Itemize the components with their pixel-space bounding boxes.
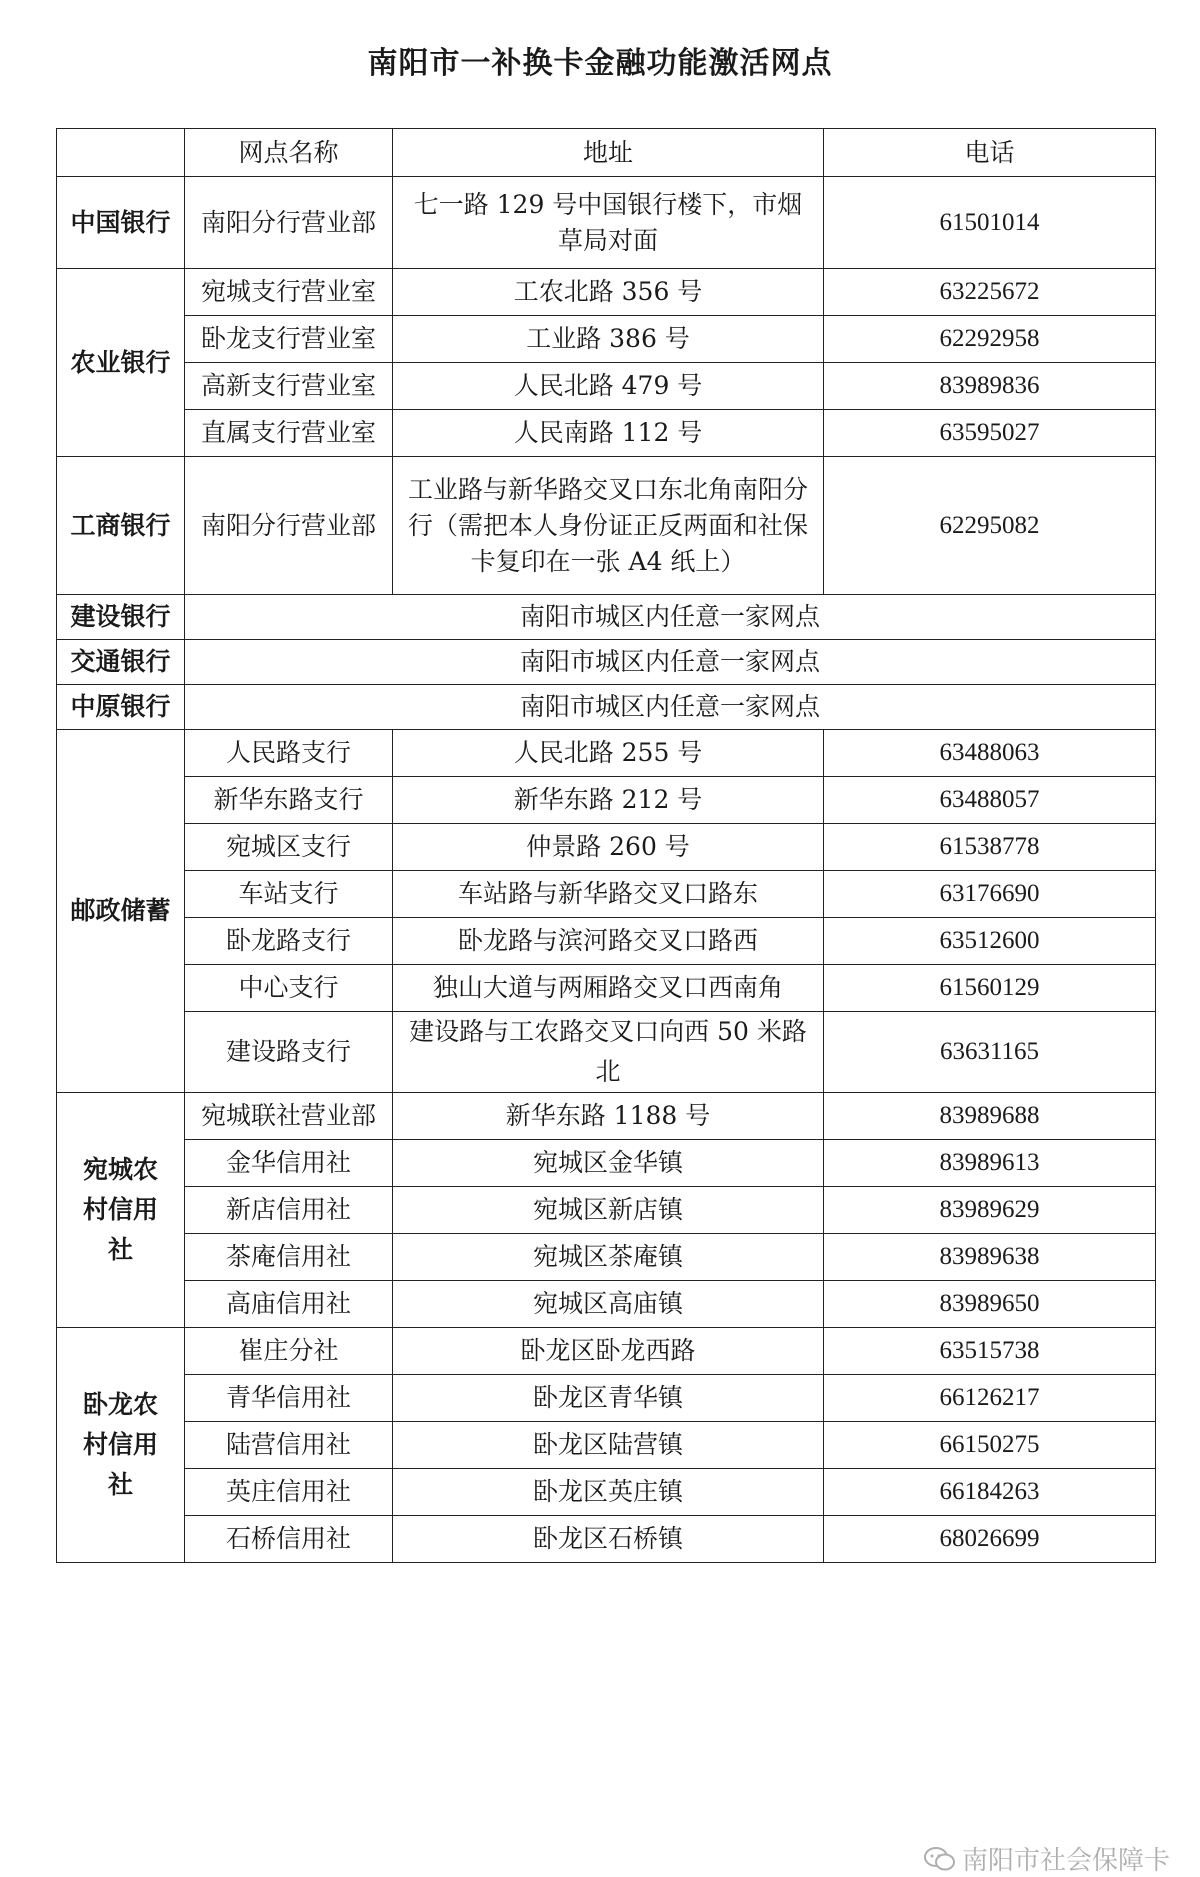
bank-name: 中原银行	[57, 685, 185, 730]
branch-address: 人民南路 112 号	[393, 410, 824, 457]
wechat-icon	[924, 1847, 956, 1871]
branch-address: 工业路 386 号	[393, 316, 824, 363]
bank-name: 交通银行	[57, 640, 185, 685]
branch-phone: 63595027	[824, 410, 1156, 457]
branch-address: 卧龙区石桥镇	[393, 1516, 824, 1563]
table-row	[57, 1012, 1156, 1093]
table-row	[57, 363, 1156, 410]
branch-phone: 66184263	[824, 1469, 1156, 1516]
branch-name: 英庄信用社	[185, 1469, 393, 1516]
table-row	[57, 824, 1156, 871]
table-row	[57, 1328, 1156, 1375]
watermark	[924, 1840, 1170, 1877]
table-row	[57, 457, 1156, 595]
table-row	[57, 965, 1156, 1012]
branch-address: 仲景路 260 号	[393, 824, 824, 871]
branch-name: 茶庵信用社	[185, 1234, 393, 1281]
branch-phone: 62295082	[824, 457, 1156, 595]
branch-phone: 61538778	[824, 824, 1156, 871]
header-phone: 电话	[824, 129, 1156, 177]
branch-name: 宛城支行营业室	[185, 269, 393, 316]
table-body	[57, 177, 1156, 1563]
branch-phone: 63225672	[824, 269, 1156, 316]
branch-address: 宛城区高庙镇	[393, 1281, 824, 1328]
branch-address: 车站路与新华路交叉口路东	[393, 871, 824, 918]
branch-phone: 83989688	[824, 1093, 1156, 1140]
branch-address: 新华东路 212 号	[393, 777, 824, 824]
branch-name: 高庙信用社	[185, 1281, 393, 1328]
table-row	[57, 1516, 1156, 1563]
branch-name: 石桥信用社	[185, 1516, 393, 1563]
table-row	[57, 685, 1156, 730]
table-row	[57, 1469, 1156, 1516]
branch-name: 直属支行营业室	[185, 410, 393, 457]
branch-name: 建设路支行	[185, 1012, 393, 1093]
header-branch-name: 网点名称	[185, 129, 393, 177]
branch-name: 新店信用社	[185, 1187, 393, 1234]
table-row	[57, 640, 1156, 685]
branch-phone: 83989613	[824, 1140, 1156, 1187]
branch-name: 陆营信用社	[185, 1422, 393, 1469]
table-row	[57, 730, 1156, 777]
branch-name: 车站支行	[185, 871, 393, 918]
branch-phone: 61501014	[824, 177, 1156, 269]
branch-address: 七一路 129 号中国银行楼下，市烟草局对面	[393, 177, 824, 269]
branch-address: 卧龙路与滨河路交叉口路西	[393, 918, 824, 965]
branch-name: 宛城联社营业部	[185, 1093, 393, 1140]
bank-name: 邮政储蓄	[57, 730, 185, 1093]
branch-phone: 63488063	[824, 730, 1156, 777]
branch-address: 独山大道与两厢路交叉口西南角	[393, 965, 824, 1012]
branch-phone: 63631165	[824, 1012, 1156, 1093]
branch-phone: 83989836	[824, 363, 1156, 410]
branch-table	[56, 128, 1156, 1563]
branch-phone: 63488057	[824, 777, 1156, 824]
table-row	[57, 1234, 1156, 1281]
branch-name: 宛城区支行	[185, 824, 393, 871]
table-row	[57, 777, 1156, 824]
table-header-row	[57, 129, 1156, 177]
table-row	[57, 1093, 1156, 1140]
branch-address: 卧龙区英庄镇	[393, 1469, 824, 1516]
branch-phone: 66126217	[824, 1375, 1156, 1422]
header-bank	[57, 129, 185, 177]
table-row	[57, 1187, 1156, 1234]
branch-name: 崔庄分社	[185, 1328, 393, 1375]
table-row	[57, 918, 1156, 965]
table-row	[57, 1422, 1156, 1469]
table-row	[57, 1140, 1156, 1187]
table-row	[57, 410, 1156, 457]
branch-phone: 63512600	[824, 918, 1156, 965]
bank-name: 工商银行	[57, 457, 185, 595]
branch-address: 人民北路 479 号	[393, 363, 824, 410]
branch-name: 中心支行	[185, 965, 393, 1012]
branch-phone: 66150275	[824, 1422, 1156, 1469]
branch-address: 人民北路 255 号	[393, 730, 824, 777]
table-row	[57, 1281, 1156, 1328]
branch-phone: 61560129	[824, 965, 1156, 1012]
branch-address: 建设路与工农路交叉口向西 50 米路北	[393, 1012, 824, 1093]
branch-note: 南阳市城区内任意一家网点	[185, 595, 1156, 640]
branch-name: 人民路支行	[185, 730, 393, 777]
branch-address: 新华东路 1188 号	[393, 1093, 824, 1140]
bank-name: 卧龙农村信用社	[57, 1328, 185, 1563]
branch-phone: 83989650	[824, 1281, 1156, 1328]
table-row	[57, 1375, 1156, 1422]
branch-name: 青华信用社	[185, 1375, 393, 1422]
table-row	[57, 871, 1156, 918]
table-row	[57, 316, 1156, 363]
table-row	[57, 269, 1156, 316]
watermark-text: 南阳市社会保障卡	[961, 1846, 1170, 1876]
branch-name: 卧龙支行营业室	[185, 316, 393, 363]
branch-phone: 62292958	[824, 316, 1156, 363]
branch-address: 宛城区金华镇	[393, 1140, 824, 1187]
branch-address: 卧龙区陆营镇	[393, 1422, 824, 1469]
branch-name: 金华信用社	[185, 1140, 393, 1187]
branch-address: 卧龙区青华镇	[393, 1375, 824, 1422]
branch-address: 宛城区新店镇	[393, 1187, 824, 1234]
header-address: 地址	[393, 129, 824, 177]
branch-address: 工农北路 356 号	[393, 269, 824, 316]
bank-name: 农业银行	[57, 269, 185, 457]
branch-phone: 63176690	[824, 871, 1156, 918]
bank-name: 宛城农村信用社	[57, 1093, 185, 1328]
branch-address: 卧龙区卧龙西路	[393, 1328, 824, 1375]
branch-phone: 83989638	[824, 1234, 1156, 1281]
bank-name: 中国银行	[57, 177, 185, 269]
branch-address: 工业路与新华路交叉口东北角南阳分行（需把本人身份证正反两面和社保卡复印在一张 A4 纸上）	[393, 457, 824, 595]
branch-name: 卧龙路支行	[185, 918, 393, 965]
table-row	[57, 595, 1156, 640]
branch-note: 南阳市城区内任意一家网点	[185, 685, 1156, 730]
branch-note: 南阳市城区内任意一家网点	[185, 640, 1156, 685]
branch-name: 新华东路支行	[185, 777, 393, 824]
bank-name: 建设银行	[57, 595, 185, 640]
branch-name: 高新支行营业室	[185, 363, 393, 410]
branch-name: 南阳分行营业部	[185, 177, 393, 269]
branch-address: 宛城区茶庵镇	[393, 1234, 824, 1281]
page-title: 南阳市一补换卡金融功能激活网点	[367, 46, 833, 81]
branch-name: 南阳分行营业部	[185, 457, 393, 595]
branch-phone: 83989629	[824, 1187, 1156, 1234]
branch-phone: 68026699	[824, 1516, 1156, 1563]
branch-phone: 63515738	[824, 1328, 1156, 1375]
table-row	[57, 177, 1156, 269]
